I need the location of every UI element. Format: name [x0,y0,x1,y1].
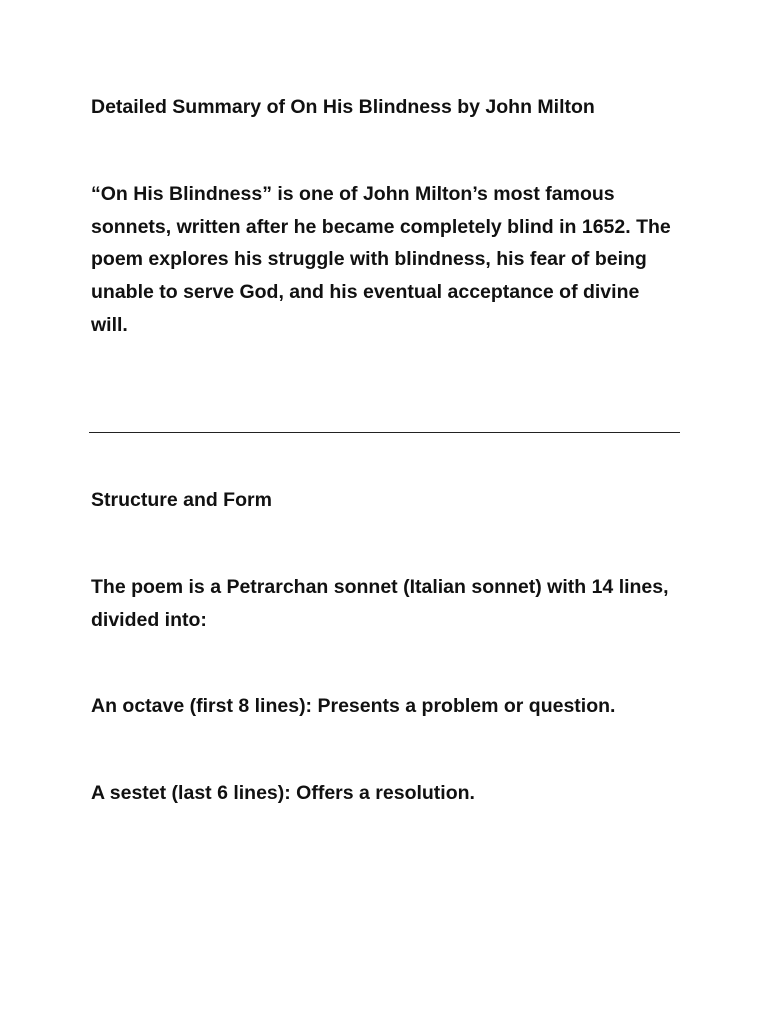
section-divider [89,432,680,433]
intro-paragraph: “On His Blindness” is one of John Milton’s most famous sonnets, written after he became completely blind in 1652. The poem explores his struggle with blindness, his fear of being unable to serve God, and his eventual acceptance of divine will. [91,183,671,336]
sestet-description: A sestet (last 6 lines): Offers a resolution. [91,782,475,804]
structure-paragraph: The poem is a Petrarchan sonnet (Italian sonnet) with 14 lines, divided into: [91,576,669,631]
octave-description: An octave (first 8 lines): Presents a problem or question. [91,695,616,717]
document-title: Detailed Summary of On His Blindness by John Milton [91,96,595,118]
section-heading: Structure and Form [91,489,272,511]
